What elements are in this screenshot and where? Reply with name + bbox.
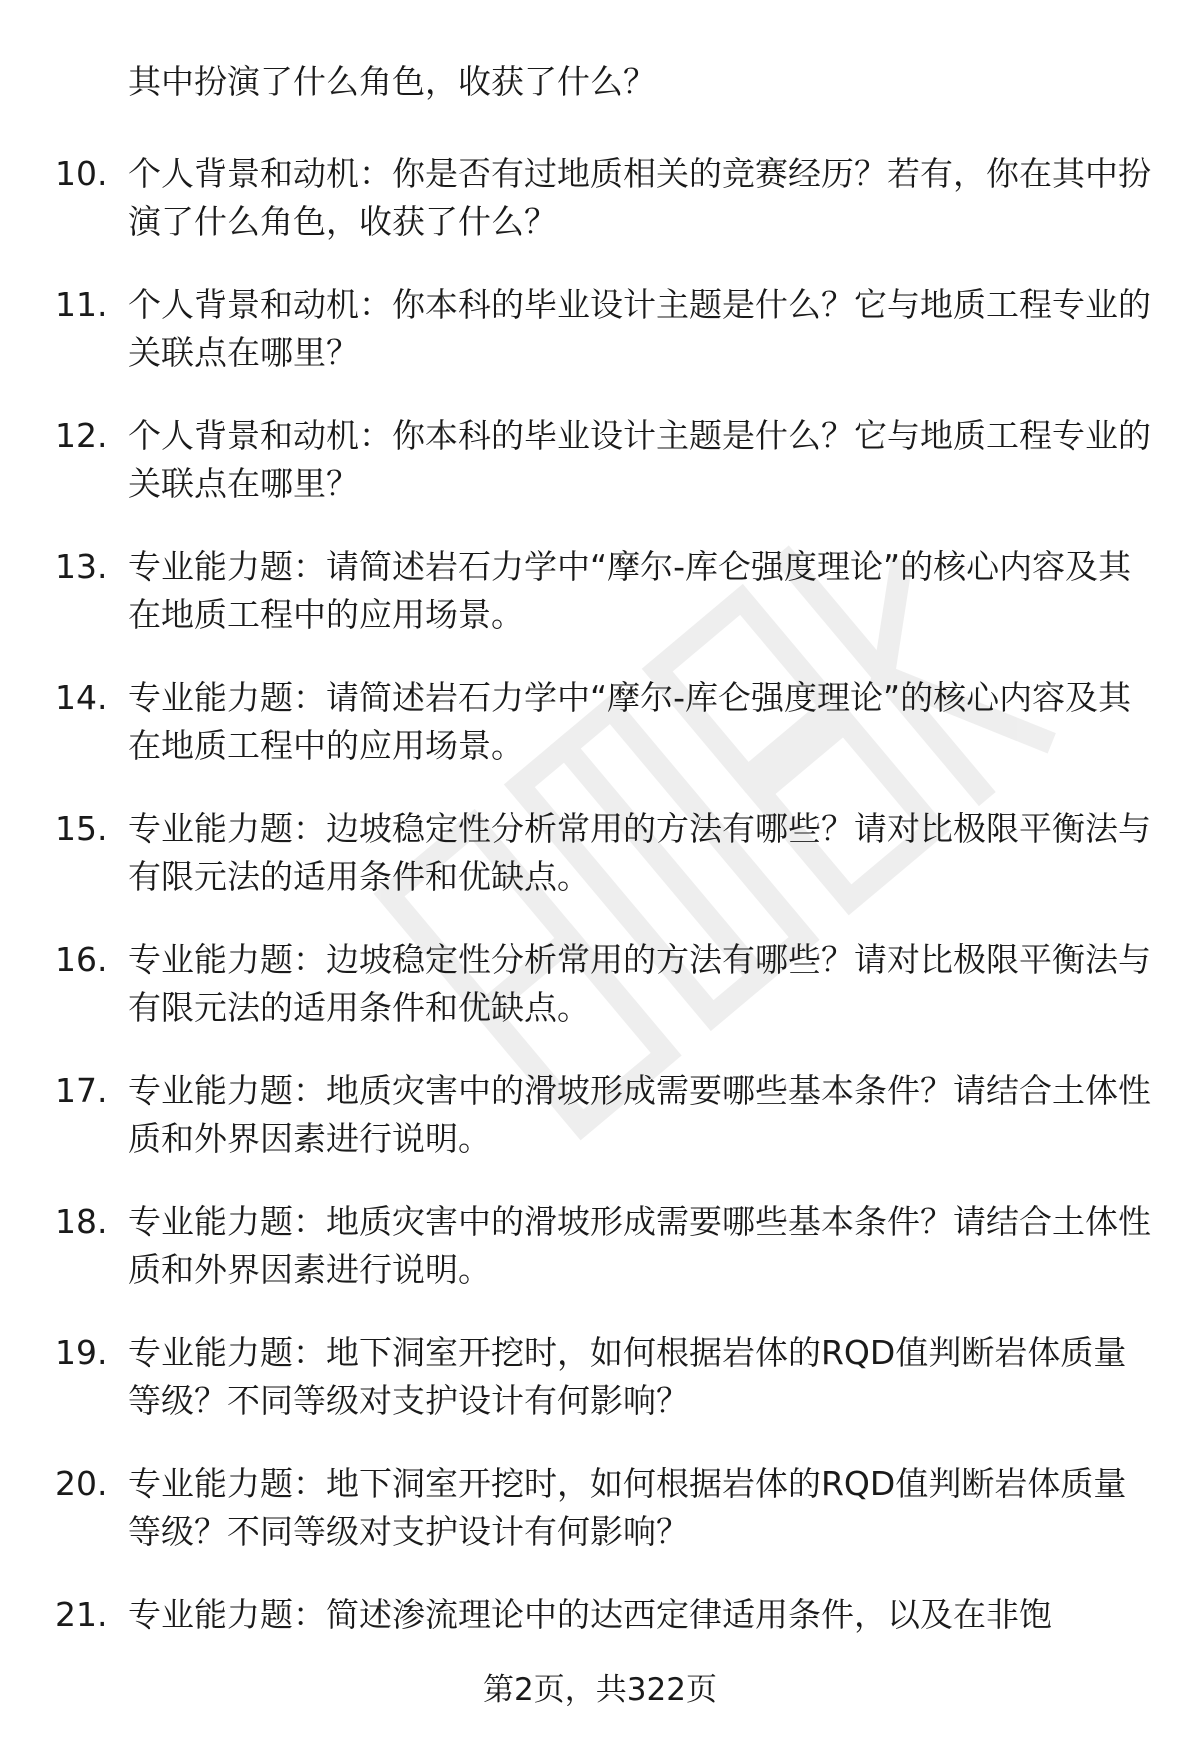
list-item <box>0 412 1200 543</box>
continuation-text: 其中扮演了什么角色，收获了什么？ <box>128 62 656 101</box>
question-number: 17. <box>55 1071 108 1110</box>
list-item <box>0 543 1200 674</box>
question-number: 10. <box>55 154 108 193</box>
question-text: 专业能力题：地质灾害中的滑坡形成需要哪些基本条件？请结合土体性质和外界因素进行说明。 <box>128 1202 1151 1289</box>
question-number: 13. <box>55 547 108 586</box>
question-number: 16. <box>55 940 108 979</box>
list-item <box>0 1067 1200 1198</box>
question-text: 专业能力题：简述渗流理论中的达西定律适用条件，以及在非饱 <box>128 1595 1052 1634</box>
question-number: 12. <box>55 416 108 455</box>
question-number: 20. <box>55 1464 108 1503</box>
question-text: 专业能力题：地下洞室开挖时，如何根据岩体的RQD值判断岩体质量等级？不同等级对支护设计有何影响？ <box>128 1333 1127 1420</box>
question-number: 14. <box>55 678 108 717</box>
question-text: 专业能力题：请简述岩石力学中“摩尔-库仑强度理论”的核心内容及其在地质工程中的应用场景。 <box>128 547 1132 634</box>
question-text: 专业能力题：地下洞室开挖时，如何根据岩体的RQD值判断岩体质量等级？不同等级对支护设计有何影响？ <box>128 1464 1127 1551</box>
question-text: 专业能力题：地质灾害中的滑坡形成需要哪些基本条件？请结合土体性质和外界因素进行说明。 <box>128 1071 1151 1158</box>
question-number: 18. <box>55 1202 108 1241</box>
question-number: 21. <box>55 1595 108 1634</box>
question-number: 15. <box>55 809 108 848</box>
question-text: 个人背景和动机：你本科的毕业设计主题是什么？它与地质工程专业的关联点在哪里？ <box>128 285 1151 372</box>
question-number: 19. <box>55 1333 108 1372</box>
list-item <box>0 674 1200 805</box>
list-item <box>0 936 1200 1067</box>
question-text: 个人背景和动机：你是否有过地质相关的竞赛经历？若有，你在其中扮演了什么角色，收获了什么？ <box>128 154 1151 241</box>
question-number: 11. <box>55 285 108 324</box>
list-item <box>0 805 1200 936</box>
question-list <box>0 150 1200 1722</box>
list-item <box>0 281 1200 412</box>
list-item <box>0 150 1200 281</box>
list-item <box>0 1460 1200 1591</box>
question-text: 专业能力题：请简述岩石力学中“摩尔-库仑强度理论”的核心内容及其在地质工程中的应用场景。 <box>128 678 1132 765</box>
question-text: 专业能力题：边坡稳定性分析常用的方法有哪些？请对比极限平衡法与有限元法的适用条件和优缺点。 <box>128 940 1151 1027</box>
question-text: 个人背景和动机：你本科的毕业设计主题是什么？它与地质工程专业的关联点在哪里？ <box>128 416 1151 503</box>
list-item <box>0 1198 1200 1329</box>
list-item <box>0 1329 1200 1460</box>
question-text: 专业能力题：边坡稳定性分析常用的方法有哪些？请对比极限平衡法与有限元法的适用条件和优缺点。 <box>128 809 1151 896</box>
page-footer: 第2页，共322页 <box>483 1672 717 1708</box>
